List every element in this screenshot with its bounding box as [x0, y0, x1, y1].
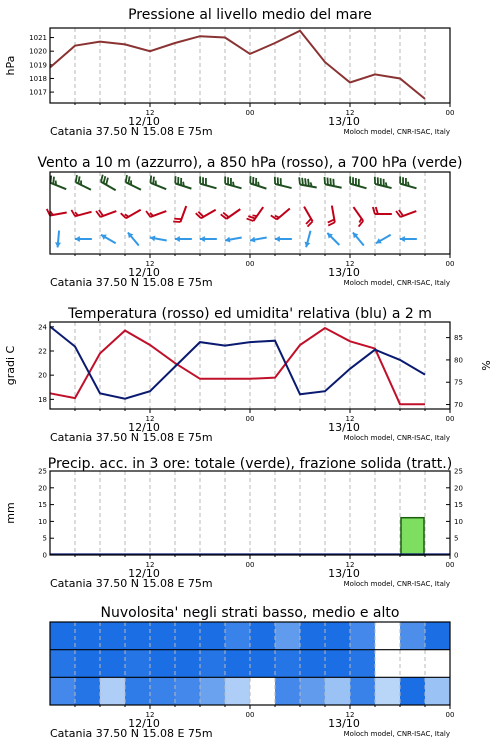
cloud-cell	[350, 677, 375, 705]
cloud-cell	[350, 650, 375, 678]
wind-barb	[400, 176, 416, 188]
wind-barb	[304, 207, 313, 227]
wind-barb	[71, 210, 91, 216]
x-tick-label: 00	[445, 561, 455, 569]
model-credit: Moloch model, CNR-ISAC, Italy	[343, 279, 450, 287]
y-tick-label: 24	[38, 323, 47, 332]
x-tick-label: 12	[145, 260, 155, 268]
wind-barb	[225, 237, 242, 243]
cloud-cell	[425, 650, 450, 678]
wind-barb	[200, 236, 217, 242]
location-label: Catania 37.50 N 15.08 E 75m	[50, 125, 213, 138]
x-tick-label: 00	[445, 415, 455, 423]
y-axis-label-1: hPa	[4, 55, 17, 76]
cloud-cell	[50, 622, 75, 650]
wind-barb	[375, 177, 392, 188]
wind-barb-flag	[386, 182, 387, 186]
date-label: 12/10	[128, 717, 160, 730]
cloud-cell	[50, 677, 75, 705]
precip-bar	[401, 518, 424, 555]
date-label: 12/10	[128, 567, 160, 580]
date-label: 13/10	[328, 421, 360, 434]
cloud-cell	[175, 650, 200, 678]
location-label: Catania 37.50 N 15.08 E 75m	[50, 577, 213, 590]
y-tick-label-right: 80	[454, 356, 463, 365]
model-credit: Moloch model, CNR-ISAC, Italy	[343, 730, 450, 738]
wind-arrow-head	[400, 236, 405, 242]
wind-barb	[128, 232, 139, 245]
cloud-cell	[175, 622, 200, 650]
wind-barb-flag	[299, 177, 300, 184]
wind-barb	[353, 232, 364, 245]
wind-arrow-head	[175, 236, 180, 242]
wind-barb-flag	[146, 211, 150, 217]
x-tick-label: 00	[445, 260, 455, 268]
wind-barb-flag	[53, 177, 54, 184]
temperature-line	[50, 328, 425, 404]
cloud-cell	[250, 622, 275, 650]
cloud-cell	[200, 650, 225, 678]
y-tick-label: 25	[38, 467, 47, 476]
cloud-cell	[50, 650, 75, 678]
wind-barb	[400, 236, 417, 242]
cloud-cell	[125, 650, 150, 678]
y-tick-label: 1019	[29, 61, 47, 70]
wind-barb-flag	[78, 176, 79, 183]
x-tick-label: 12	[145, 415, 155, 423]
chart-title-4: Precip. acc. in 3 ore: totale (verde), frazione solida (tratt.)	[47, 456, 453, 472]
wind-barb	[325, 177, 342, 188]
x-tick-label: 12	[345, 711, 355, 719]
wind-barb	[299, 177, 316, 187]
cloud-cell	[275, 622, 300, 650]
cloud-cell	[400, 622, 425, 650]
wind-barb	[150, 235, 167, 241]
wind-barb	[175, 176, 191, 189]
chart-title-1: Pressione al livello medio del mare	[128, 7, 372, 23]
wind-barb-flag	[76, 175, 77, 182]
wind-barb-flag	[173, 221, 180, 222]
y-tick-label-right: 25	[454, 467, 463, 476]
wind-barb-flag	[258, 182, 259, 186]
date-label: 13/10	[328, 717, 360, 730]
cloud-cell	[275, 677, 300, 705]
y-tick-label: 1017	[29, 88, 47, 97]
wind-barb-flag	[408, 182, 409, 186]
wind-barb	[328, 206, 335, 226]
wind-barb-flag	[183, 182, 184, 186]
wind-barb	[196, 210, 216, 219]
wind-arrow-head	[75, 236, 80, 242]
date-label: 13/10	[328, 567, 360, 580]
wind-barb	[221, 209, 241, 219]
wind-barb-flag	[106, 178, 108, 185]
y-tick-label: 20	[38, 484, 47, 493]
wind-arrow-head	[275, 236, 280, 242]
wind-barb-flag	[101, 175, 103, 182]
x-tick-label: 00	[445, 711, 455, 719]
y-tick-label-right: 20	[454, 484, 463, 493]
wind-barb	[101, 175, 116, 191]
y-axis-label-right-3: %	[480, 360, 493, 371]
x-tick-label: 12	[345, 109, 355, 117]
cloud-cell	[400, 650, 425, 678]
date-label: 13/10	[328, 266, 360, 279]
cloud-cell	[275, 650, 300, 678]
y-tick-label: 0	[42, 551, 47, 560]
x-tick-label: 12	[145, 561, 155, 569]
y-tick-label-right: 5	[454, 534, 459, 543]
wind-barb	[305, 231, 311, 247]
wind-barb-flag	[359, 219, 361, 223]
cloud-cell	[225, 650, 250, 678]
x-tick-label: 12	[345, 561, 355, 569]
wind-barb	[327, 233, 339, 245]
y-tick-label-right: 0	[454, 551, 459, 560]
wind-barb	[175, 236, 192, 242]
wind-row-2	[55, 231, 417, 248]
humidity-line	[50, 327, 425, 399]
cloud-cell	[75, 622, 100, 650]
cloud-cell	[425, 622, 450, 650]
date-label: 12/10	[128, 421, 160, 434]
pressure-line	[50, 31, 425, 99]
model-credit: Moloch model, CNR-ISAC, Italy	[343, 580, 450, 588]
wind-barb-flag	[174, 219, 181, 220]
cloud-cell	[175, 677, 200, 705]
cloud-cell	[300, 650, 325, 678]
x-tick-label: 12	[345, 260, 355, 268]
cloud-cell	[250, 650, 275, 678]
y-tick-label: 1020	[29, 47, 47, 56]
wind-barb	[350, 176, 366, 188]
model-credit: Moloch model, CNR-ISAC, Italy	[343, 128, 450, 136]
wind-barb	[75, 236, 92, 242]
wind-barb-flag	[376, 207, 378, 214]
wind-barb	[396, 210, 416, 217]
cloud-cell	[200, 622, 225, 650]
y-tick-label: 15	[38, 501, 47, 510]
x-tick-label: 12	[345, 415, 355, 423]
wind-barb	[376, 235, 391, 244]
chart-title-5: Nuvolosita' negli strati basso, medio e alto	[100, 605, 400, 621]
x-tick-label: 00	[245, 260, 255, 268]
location-label: Catania 37.50 N 15.08 E 75m	[50, 431, 213, 444]
wind-barb-flag	[333, 179, 334, 186]
cloud-cell	[300, 622, 325, 650]
wind-barb-flag	[308, 179, 309, 186]
wind-barb-flag	[150, 176, 151, 183]
wind-barb-flag	[247, 219, 254, 221]
wind-barb	[101, 235, 116, 244]
y-tick-label-right: 85	[454, 334, 463, 343]
x-tick-label: 00	[445, 109, 455, 117]
y-tick-label-right: 15	[454, 501, 463, 510]
cloud-cell	[375, 650, 400, 678]
cloud-cell	[375, 677, 400, 705]
cloud-cell	[100, 622, 125, 650]
cloud-cell	[75, 650, 100, 678]
y-axis-label-4: mm	[4, 502, 17, 524]
cloud-cell	[150, 650, 175, 678]
cloud-cell	[100, 677, 125, 705]
cloud-cell	[200, 677, 225, 705]
wind-barb	[275, 177, 292, 188]
wind-barb	[126, 175, 141, 190]
location-label: Catania 37.50 N 15.08 E 75m	[50, 276, 213, 289]
wind-barb-flag	[327, 178, 328, 185]
wind-arrow-head	[55, 242, 61, 247]
y-tick-label: 18	[38, 395, 47, 404]
wind-barb-flag	[233, 182, 234, 186]
wind-barb	[96, 210, 116, 217]
date-label: 12/10	[128, 115, 160, 128]
wind-barb	[275, 236, 292, 242]
y-tick-label: 1021	[29, 34, 47, 43]
wind-barb-flag	[128, 176, 129, 183]
wind-barb-flag	[311, 182, 312, 186]
wind-barb	[250, 237, 267, 243]
x-tick-label: 00	[245, 711, 255, 719]
wind-barb	[271, 209, 290, 220]
model-credit: Moloch model, CNR-ISAC, Italy	[343, 434, 450, 442]
wind-barb	[121, 210, 141, 219]
date-label: 12/10	[128, 266, 160, 279]
cloud-cell	[225, 622, 250, 650]
cloud-cell	[325, 622, 350, 650]
wind-barb-flag	[153, 177, 154, 184]
wind-barb	[373, 207, 392, 214]
cloud-cell	[400, 677, 425, 705]
y-tick-label: 10	[38, 517, 47, 526]
wind-barb	[150, 176, 166, 190]
wind-barb-flag	[252, 215, 256, 216]
cloud-cell	[100, 650, 125, 678]
wind-barb	[76, 175, 91, 190]
cloud-cell	[250, 677, 275, 705]
cloud-cell	[300, 677, 325, 705]
wind-barb	[146, 211, 166, 217]
cloud-cell	[225, 677, 250, 705]
wind-barb	[225, 176, 241, 188]
wind-barb	[250, 176, 266, 189]
y-tick-label-right: 75	[454, 378, 463, 387]
wind-barb-flag	[330, 178, 331, 185]
cloud-cell	[350, 622, 375, 650]
y-tick-label-right: 70	[454, 401, 463, 410]
chart-title-3: Temperatura (rosso) ed umidita' relativa (blu) a 2 m	[68, 306, 432, 322]
wind-barb	[200, 176, 216, 188]
wind-row-0	[50, 175, 416, 191]
wind-barb-flag	[275, 216, 279, 218]
wind-arrow-head	[200, 236, 205, 242]
cloud-cell	[375, 622, 400, 650]
cloud-cell	[125, 677, 150, 705]
cloud-cell	[425, 677, 450, 705]
x-tick-label: 12	[145, 109, 155, 117]
x-tick-label: 12	[145, 711, 155, 719]
wind-barb-flag	[325, 177, 326, 184]
cloud-cell	[150, 622, 175, 650]
cloud-cell	[125, 622, 150, 650]
cloud-cell	[150, 677, 175, 705]
wind-barb-flag	[302, 178, 303, 185]
wind-barb	[55, 231, 61, 248]
date-label: 13/10	[328, 115, 360, 128]
wind-barb-flag	[104, 176, 106, 183]
cloud-cell	[325, 650, 350, 678]
y-tick-label: 5	[42, 534, 47, 543]
y-tick-label: 22	[38, 347, 47, 356]
wind-barb-flag	[126, 175, 127, 182]
x-tick-label: 00	[245, 415, 255, 423]
y-axis-label-3: gradi C	[4, 345, 17, 386]
wind-barb	[247, 207, 264, 221]
x-tick-label: 00	[245, 109, 255, 117]
wind-row-1	[47, 206, 417, 227]
x-tick-label: 00	[245, 561, 255, 569]
cloud-cell	[75, 677, 100, 705]
y-tick-label-right: 10	[454, 517, 463, 526]
wind-barb-flag	[305, 178, 306, 185]
wind-barb	[353, 207, 363, 227]
wind-barb	[50, 176, 66, 190]
y-tick-label: 1018	[29, 74, 47, 83]
location-label: Catania 37.50 N 15.08 E 75m	[50, 727, 213, 740]
chart-title-2: Vento a 10 m (azzurro), a 850 hPa (rosso), a 700 hPa (verde)	[37, 155, 463, 171]
y-tick-label: 20	[38, 371, 47, 380]
cloud-cell	[325, 677, 350, 705]
